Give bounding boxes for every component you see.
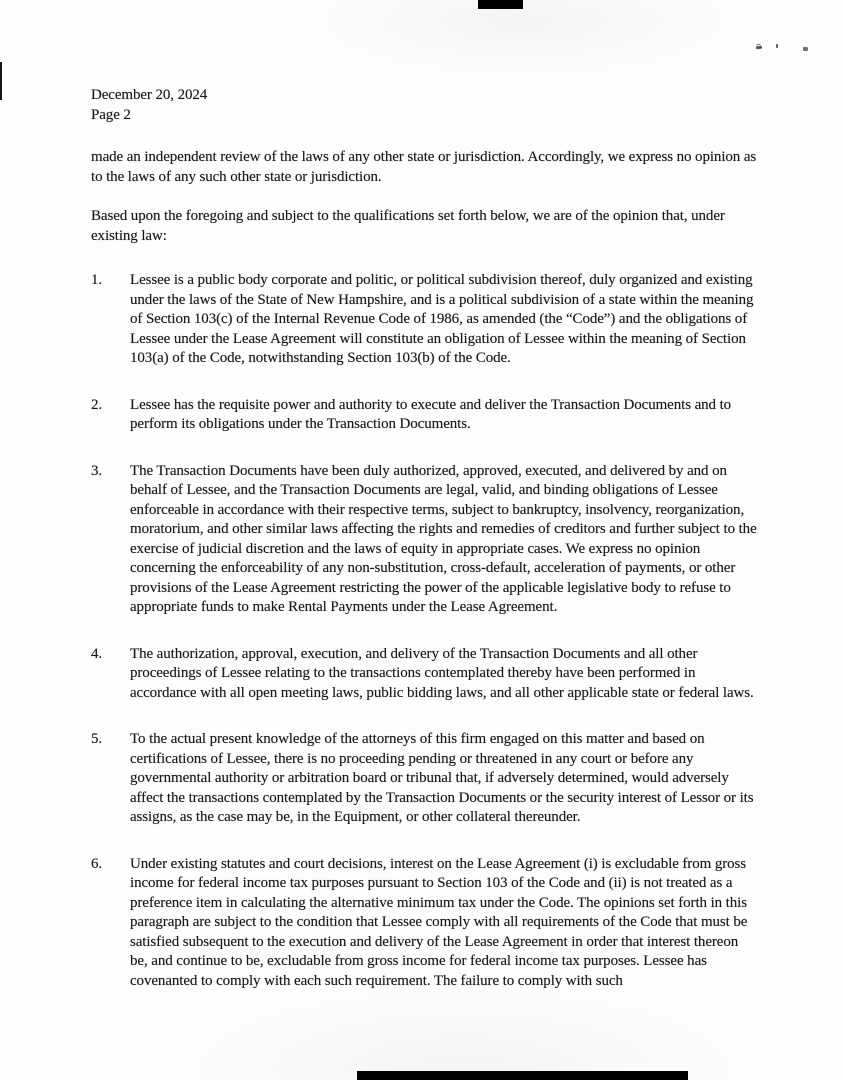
opinion-item-2 (91, 396, 759, 435)
opinion-number: 5. (91, 731, 103, 747)
pen-mark (776, 44, 778, 48)
opinion-item-4 (91, 645, 759, 704)
opinion-text: The Transaction Documents have been duly authorized, approved, executed, and delivered by and on behalf of Lessee, and the Transaction Documents are legal, valid, and binding obligations of Lessee enforceable in accordance with their respective terms, subject to bankruptcy, insolvency, reorganization, moratorium, and other similar laws affecting the rights and remedies of creditors and further subject to the exercise of judicial discretion and the laws of equity in appropriate cases. We express no opinion concerning the enforceability of any non-substitution, cross-default, acceleration of payments, or other provisions of the Lease Agreement restricting the power of the applicable legislative body to refuse to appropriate funds to make Rental Payments under the Lease Agreement. (130, 462, 757, 615)
scan-artifact-top-bar (478, 0, 523, 9)
letter-body (91, 86, 759, 1018)
scan-artifact-bottom-bar (357, 1071, 688, 1080)
opinion-text: Lessee is a public body corporate and politic, or political subdivision thereof, duly organized and existing under the laws of the State of New Hampshire, and is a political subdivision of a state within the meaning of Section 103(c) of the Internal Revenue Code of 1986, as amended (the “Code”) and the obligations of Lessee under the Lease Agreement will constitute an obligation of Lessee within the meaning of Section 103(a) of the Code, notwithstanding Section 103(b) of the Code. (130, 272, 754, 366)
opinion-number: 2. (91, 396, 103, 413)
opinion-text: Lessee has the requisite power and authority to execute and deliver the Transaction Documents and to perform its obligations under the Transaction Documents. (130, 396, 732, 432)
opinion-text: The authorization, approval, execution, and delivery of the Transaction Documents and all other proceedings of Lessee relating to the transactions contemplated thereby have been performed in accordance with all open meeting laws, public bidding laws, and all other applicable state or federal laws. (130, 645, 754, 701)
opinion-item-1 (91, 271, 759, 369)
opinion-number: 4. (91, 645, 103, 662)
intro-paragraph-jurisdiction: made an independent review of the laws of any other state or jurisdiction. Accordingly, we express no opinion as to the laws of any such other state or jurisdiction. (91, 149, 757, 185)
opinion-text: Under existing statutes and court decisions, interest on the Lease Agreement (i) is excludable from gross income for federal income tax purposes pursuant to Section 103 of the Code and (ii) is not treated as a preference item in calculating the alternative minimum tax under the Code. The opinions set forth in this paragraph are subject to the condition that Lessee comply with all requirements of the Code that must be satisfied subsequent to the execution and delivery of the Lease Agreement in order that interest thereon be, and continue to be, excludable from gross income for federal income tax purposes. Lessee has covenanted to comply with each such requirement. The failure to comply with such (130, 855, 748, 989)
opinion-item-6 (91, 855, 759, 992)
page-number-line: Page 2 (91, 106, 131, 123)
opinion-list (91, 271, 759, 991)
opinion-item-3 (91, 462, 759, 618)
pen-mark (803, 47, 808, 52)
letter-header (91, 86, 759, 125)
opinion-number: 3. (91, 462, 103, 479)
date-line: December 20, 2024 (91, 87, 208, 103)
opinion-text: To the actual present knowledge of the attorneys of this firm engaged on this matter and based on certifications of Lessee, there is no proceeding pending or threatened in any court or before any governmental authority or arbitration board or tribunal that, if adversely determined, would adversely affect the transactions contemplated by the Transaction Documents or the security interest of Lessor or its assigns, as the case may be, in the Equipment, or other collateral thereunder. (130, 731, 754, 825)
opinion-item-5 (91, 730, 759, 828)
pen-mark (756, 46, 762, 50)
opinion-number: 1. (91, 272, 103, 288)
opinion-number: 6. (91, 855, 103, 872)
intro-paragraph-opinion-lead: Based upon the foregoing and subject to the qualifications set forth below, we are of the opinion that, under existing law: (91, 208, 725, 244)
scan-artifact-left-edge (0, 62, 2, 100)
